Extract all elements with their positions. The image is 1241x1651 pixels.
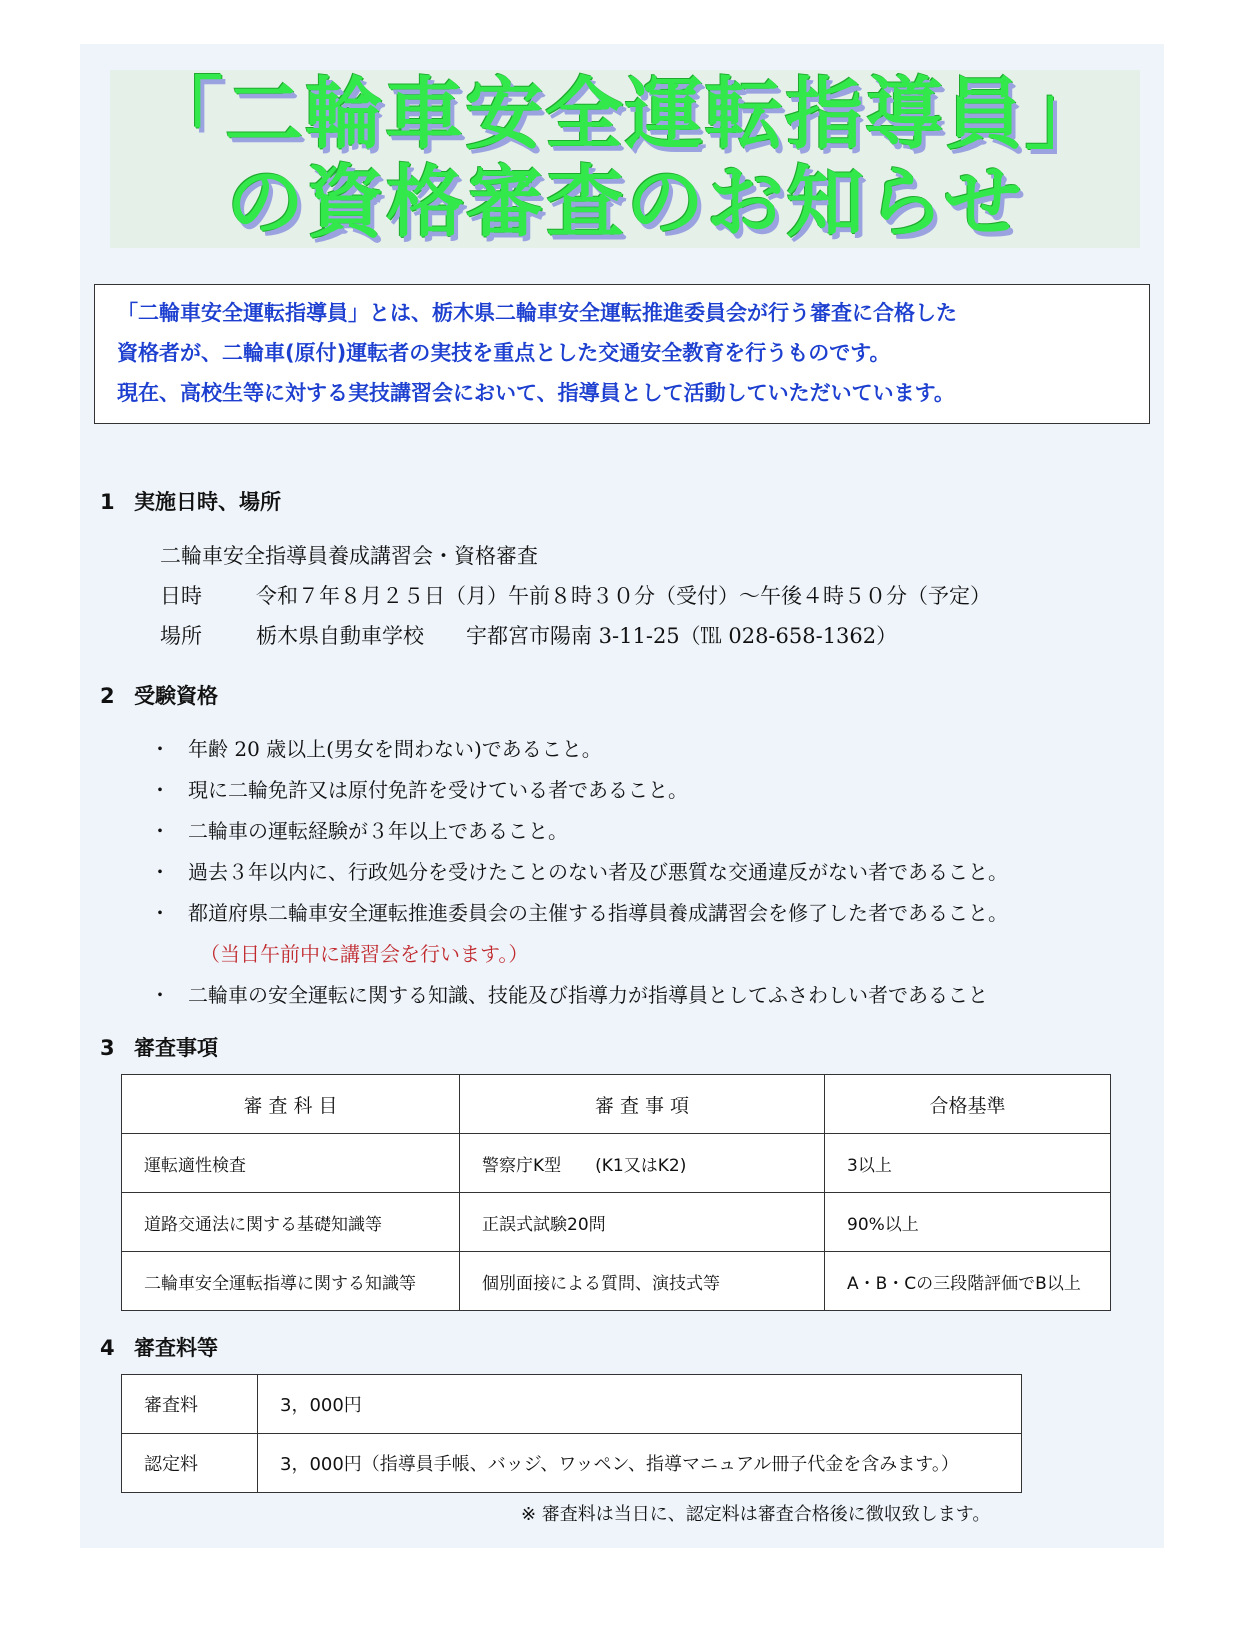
table-row	[122, 1434, 1022, 1493]
title-banner	[110, 70, 1140, 248]
intro-box	[94, 284, 1150, 424]
list-item	[150, 815, 568, 844]
table-cell: 認定料	[122, 1434, 258, 1493]
section-1-title: 実施日時、場所	[134, 490, 281, 514]
section-3-title: 審査事項	[134, 1036, 218, 1060]
lecture-note: （当日午前中に講習会を行います。）	[200, 942, 529, 966]
section-1-number: 1	[100, 490, 115, 514]
table-cell: 3，000円（指導員手帳、バッジ、ワッペン、指導マニュアル冊子代金を含みます。）	[258, 1434, 1022, 1493]
table-cell: A・B・Cの三段階評価でB以上	[825, 1252, 1111, 1311]
table-cell: 正誤式試験20問	[460, 1193, 825, 1252]
table-cell: 二輪車安全運転指導に関する知識等	[122, 1252, 460, 1311]
section-3-number: 3	[100, 1036, 115, 1060]
table-header-row	[122, 1075, 1111, 1134]
date-value: 令和７年８月２５日（月）午前８時３０分（受付）～午後４時５０分（予定）	[256, 584, 991, 608]
title-line-1: 「二輪車安全運転指導員」	[144, 70, 1105, 160]
table-row	[122, 1134, 1111, 1193]
intro-line-1: 「二輪車安全運転指導員」とは、栃木県二輪車安全運転推進委員会が行う審査に合格した	[117, 301, 957, 325]
table-cell: 警察庁K型 (K1又はK2)	[460, 1134, 825, 1193]
table-row	[122, 1252, 1111, 1311]
table-cell: 道路交通法に関する基礎知識等	[122, 1193, 460, 1252]
bullet-mark: ・	[150, 901, 170, 925]
bullet-mark: ・	[150, 737, 170, 761]
event-name: 二輪車安全指導員養成講習会・資格審査	[160, 544, 538, 568]
list-item	[150, 733, 602, 762]
list-item-text: 都道府県二輪車安全運転推進委員会の主催する指導員養成講習会を修了した者であること。	[188, 901, 1008, 925]
table-row	[122, 1193, 1111, 1252]
place-value: 栃木県自動車学校 宇都宮市陽南 3-11-25（℡ 028-658-1362）	[256, 624, 898, 648]
list-item-text: 現に二輪免許又は原付免許を受けている者であること。	[188, 778, 688, 802]
list-item	[150, 897, 1008, 926]
place-row	[160, 620, 897, 650]
table-cell: 運転適性検査	[122, 1134, 460, 1193]
bullet-mark: ・	[150, 819, 170, 843]
table-row	[122, 1375, 1022, 1434]
section-4-heading	[100, 1332, 218, 1362]
table-cell: 個別面接による質問、演技式等	[460, 1252, 825, 1311]
exam-items-table	[121, 1074, 1111, 1311]
section-1-heading	[100, 486, 281, 516]
list-item	[150, 979, 988, 1008]
table-cell: 審査料	[122, 1375, 258, 1434]
intro-line-3: 現在、高校生等に対する実技講習会において、指導員として活動していただいています。	[117, 381, 955, 405]
bullet-mark: ・	[150, 983, 170, 1007]
bullet-mark: ・	[150, 860, 170, 884]
section-3-heading	[100, 1032, 218, 1062]
section-4-number: 4	[100, 1336, 115, 1360]
list-item-text: 年齢 20 歳以上(男女を問わない)であること。	[188, 737, 602, 761]
place-label: 場所	[160, 624, 202, 648]
table-cell: 90%以上	[825, 1193, 1111, 1252]
fee-table	[121, 1374, 1022, 1493]
section-2-number: 2	[100, 684, 115, 708]
list-item-text: 二輪車の運転経験が３年以上であること。	[188, 819, 568, 843]
list-item-text: 過去３年以内に、行政処分を受けたことのない者及び悪質な交通違反がない者であること。	[188, 860, 1008, 884]
list-item	[150, 856, 1008, 885]
list-item	[150, 774, 688, 803]
fee-footnote: ※ 審査料は当日に、認定料は審査合格後に徴収致します。	[521, 1504, 991, 1525]
title-line-2: の資格審査のお知らせ	[226, 158, 1024, 248]
column-header: 合格基準	[825, 1075, 1111, 1134]
table-cell: 3，000円	[258, 1375, 1022, 1434]
table-cell: 3以上	[825, 1134, 1111, 1193]
section-2-heading	[100, 680, 218, 710]
date-row	[160, 580, 991, 610]
column-header: 審 査 科 目	[122, 1075, 460, 1134]
column-header: 審 査 事 項	[460, 1075, 825, 1134]
section-2-title: 受験資格	[134, 684, 218, 708]
intro-line-2: 資格者が、二輪車(原付)運転者の実技を重点とした交通安全教育を行うものです。	[117, 341, 891, 365]
list-item-text: 二輪車の安全運転に関する知識、技能及び指導力が指導員としてふさわしい者であること	[188, 983, 988, 1007]
date-label: 日時	[160, 584, 202, 608]
section-4-title: 審査料等	[134, 1336, 218, 1360]
bullet-mark: ・	[150, 778, 170, 802]
